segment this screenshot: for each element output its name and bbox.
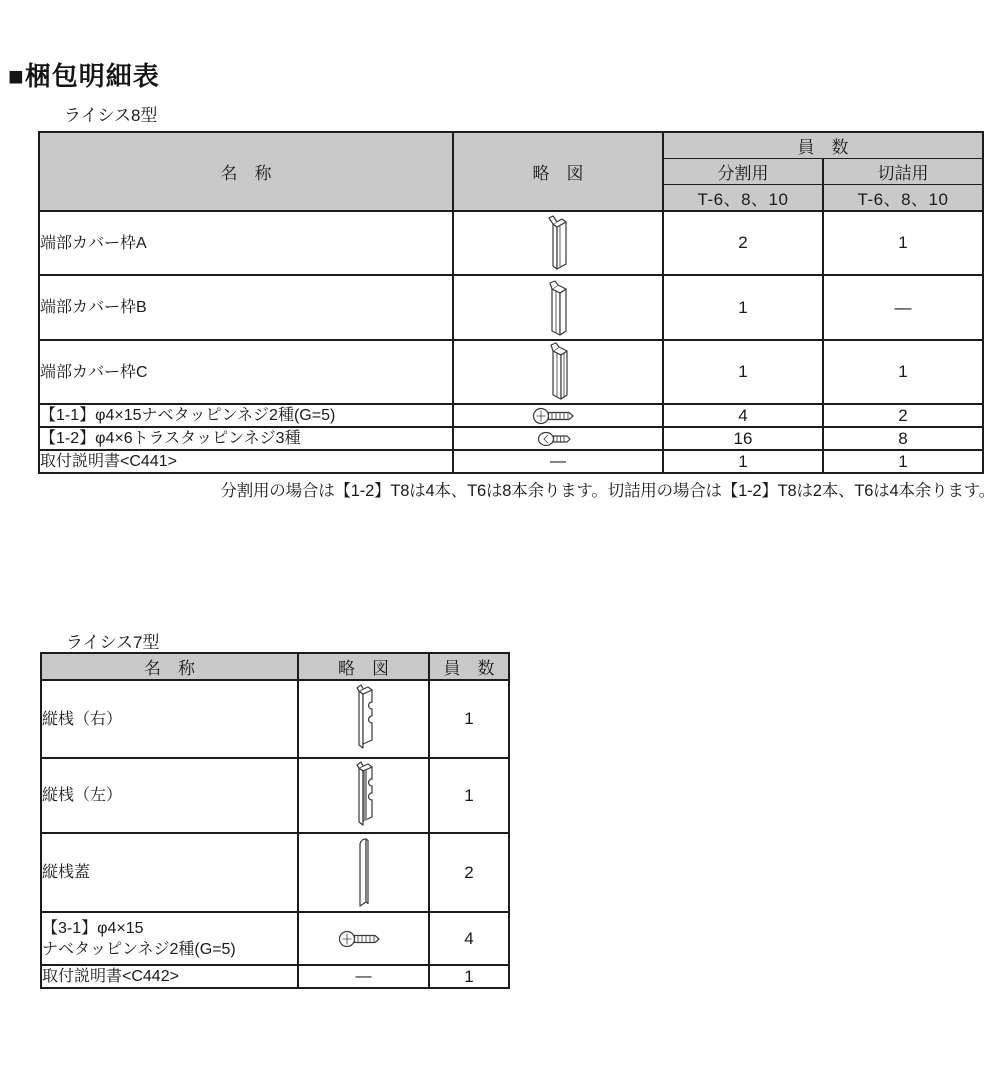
t8-header-split-sizes: T-6、8、10 — [663, 185, 823, 212]
item-sketch — [453, 427, 663, 450]
item-name-line1: 【3-1】φ4×15 — [42, 919, 144, 937]
table-row — [41, 680, 509, 758]
table-row — [39, 427, 983, 450]
t8-header-name: 名 称 — [39, 132, 453, 211]
t7-header-name: 名 称 — [41, 653, 298, 680]
qty-cut: 8 — [823, 427, 983, 450]
item-sketch — [453, 275, 663, 340]
t8-header-sketch: 略 図 — [453, 132, 663, 211]
item-sketch — [453, 404, 663, 427]
pan-head-screw-icon — [531, 406, 585, 426]
t8-header-cut-sizes: T-6、8、10 — [823, 185, 983, 212]
t7-header-sketch: 略 図 — [298, 653, 429, 680]
page-title: ■梱包明細表 — [8, 61, 160, 91]
table-row — [39, 340, 983, 404]
item-name: 縦桟蓋 — [41, 833, 298, 912]
t7-header-qty: 員 数 — [429, 653, 509, 680]
item-name: 【1-2】φ4×6トラスタッピンネジ3種 — [39, 427, 453, 450]
vertical-rail-left-icon — [346, 760, 382, 832]
item-name: 端部カバー枠A — [39, 211, 453, 275]
item-name: 端部カバー枠C — [39, 340, 453, 404]
table7-label: ライシス7型 — [66, 633, 160, 652]
table-row — [41, 833, 509, 912]
qty-split: 1 — [663, 275, 823, 340]
t8-header-split: 分割用 — [663, 159, 823, 185]
item-name: 縦桟（右） — [41, 680, 298, 758]
qty-cut: 2 — [823, 404, 983, 427]
table-row — [39, 450, 983, 473]
dash-icon: — — [550, 452, 566, 470]
channel-profile-c-icon — [541, 341, 575, 403]
channel-profile-b-icon — [541, 278, 575, 338]
table-row — [39, 404, 983, 427]
item-name: 縦桟（左） — [41, 758, 298, 833]
item-sketch — [453, 211, 663, 275]
qty-split: 4 — [663, 404, 823, 427]
rail-cover-icon — [352, 836, 376, 910]
qty-split: 2 — [663, 211, 823, 275]
item-sketch — [298, 680, 429, 758]
qty-cut: — — [823, 275, 983, 340]
channel-profile-a-icon — [541, 214, 575, 272]
packing-table-lixis7 — [40, 652, 510, 989]
pan-head-screw-icon — [337, 929, 391, 949]
item-sketch — [298, 965, 429, 988]
table-row — [41, 758, 509, 833]
item-sketch — [298, 912, 429, 965]
qty-split: 16 — [663, 427, 823, 450]
truss-head-screw-icon — [537, 429, 579, 449]
qty-cut: 1 — [823, 450, 983, 473]
item-name: 取付説明書<C441> — [39, 450, 453, 473]
qty: 1 — [429, 965, 509, 988]
qty: 1 — [429, 758, 509, 833]
t8-header-qty: 員 数 — [663, 132, 983, 159]
qty: 2 — [429, 833, 509, 912]
item-sketch — [453, 450, 663, 473]
table-row — [41, 912, 509, 965]
item-name: 端部カバー枠B — [39, 275, 453, 340]
item-name: 取付説明書<C442> — [41, 965, 298, 988]
qty-split: 1 — [663, 340, 823, 404]
qty: 1 — [429, 680, 509, 758]
leftover-screws-note: 分割用の場合は【1-2】T8は4本、T6は8本余ります。切詰用の場合は【1-2】T8は2本、T6は4本余ります。 — [220, 482, 995, 500]
qty: 4 — [429, 912, 509, 965]
item-name: 【1-1】φ4×15ナベタッピンネジ2種(G=5) — [39, 404, 453, 427]
item-sketch — [453, 340, 663, 404]
dash-icon: — — [355, 967, 372, 985]
packing-table-lixis8 — [38, 131, 984, 474]
qty-cut: 1 — [823, 211, 983, 275]
qty-cut: 1 — [823, 340, 983, 404]
table-row — [39, 275, 983, 340]
item-sketch — [298, 833, 429, 912]
table-row — [39, 211, 983, 275]
qty-split: 1 — [663, 450, 823, 473]
item-name — [41, 912, 298, 965]
vertical-rail-right-icon — [346, 683, 382, 755]
item-name-line2: ナベタッピンネジ2種(G=5) — [42, 940, 236, 958]
table8-label: ライシス8型 — [64, 106, 158, 125]
t8-header-cut: 切詰用 — [823, 159, 983, 185]
table-row — [41, 965, 509, 988]
item-sketch — [298, 758, 429, 833]
